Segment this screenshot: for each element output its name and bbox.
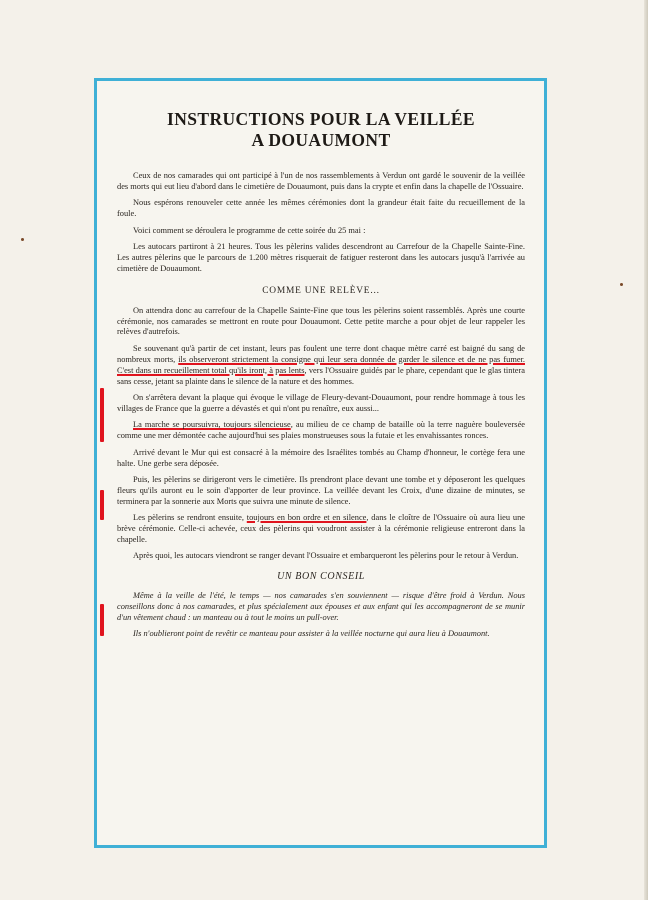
title-line-1: INSTRUCTIONS POUR LA VEILLÉE — [167, 109, 475, 129]
document-frame — [94, 78, 547, 848]
highlighted-text-ordre: toujours en bon ordre et en silence — [246, 513, 367, 523]
releve-paragraph-6: Puis, les pèlerins se dirigeront vers le cimetière. Ils prendront place devant une tombe et y déposeront les quelques fleurs qu'ils auront eu le soin d'apporter de leur province. La veillée devant les Croix, d'une dizaine de minutes, se terminera par la sonnerie aux Morts que suivra une minute de silence. — [117, 474, 525, 506]
intro-paragraph-1: Ceux de nos camarades qui ont participé à l'un de nos rassemblements à Verdun ont gardé le souvenir de la veillée des morts qui eut lieu d'abord dans le cimetière de Douaumont, puis dans la crypte et enfin dans la chapelle de l'Ossuaire. — [117, 171, 525, 191]
releve-paragraph-1: On attendra donc au carrefour de la Chapelle Sainte-Fine que tous les pèlerins soient rassemblés. Après une courte cérémonie, nos camarades se mettront en route pour Douaumont. Cette petite marche a pour objet de leur rappeler les relèves d'autrefois. — [117, 305, 525, 337]
section-heading-conseil: UN BON CONSEIL — [277, 571, 365, 583]
document-title — [117, 109, 525, 151]
margin-ink-spot-2 — [620, 283, 623, 286]
releve-paragraph-2 — [117, 344, 525, 388]
releve-paragraph-4 — [117, 420, 525, 442]
conseil-paragraph-2: Ils n'oublieront point de revêtir ce manteau pour assister à la veillée nocturne qui aura lieu à Douaumont. — [133, 629, 490, 639]
text-run: , vers l'Ossuaire guidés par le phare, cependant que le glas tintera sans cesse, jetant sa plainte dans le silence de la nature et des hommes. — [117, 365, 525, 386]
section-heading-releve: COMME UNE RELÈVE... — [262, 285, 380, 296]
margin-mark-ordre — [100, 604, 104, 636]
page-edge-shadow — [644, 0, 648, 900]
text-run: , dans le cloître de l'Ossuaire où aura lieu une brève cérémonie. Celle-ci achevée, ceux des pèlerins qui voudront assister à la cérémonie religieuse entreront dans la chapelle. — [117, 513, 525, 544]
document-content — [117, 109, 525, 646]
intro-paragraph-2: Nous espérons renouveler cette année les mêmes cérémonies dont la grandeur était faite du recueillement de la foule. — [117, 198, 525, 219]
intro-paragraph-3: Voici comment se déroulera le programme de cette soirée du 25 mai : — [133, 225, 366, 235]
releve-paragraph-3: On s'arrêtera devant la plaque qui évoque le village de Fleury-devant-Douaumont, pour rendre hommage à tous les villages de France que la guerre a dévastés et qui n'ont pu renaître, eux aussi... — [117, 393, 525, 413]
text-run: Les pèlerins se rendront ensuite, — [133, 513, 247, 523]
margin-ink-spot — [21, 238, 24, 241]
highlighted-text-marche: La marche se poursuivra, toujours silencieuse — [133, 420, 291, 430]
highlighted-text-silence: ils observeront strictement la consigne qui leur sera donnée de garder le silence et de ne pas fumer. C'est dans un recueillement total qu'ils iront, à pas lents — [117, 354, 525, 375]
releve-paragraph-5: Arrivé devant le Mur qui est consacré à la mémoire des Israélites tombés au Champ d'honneur, le cortège fera une halte. Une gerbe sera déposée. — [117, 447, 525, 468]
text-run: , au milieu de ce champ de bataille où la terre naguère bouleversée comme une mer démontée cache aujourd'hui ses plaies monstrueuses sous la futaie et les envahissantes ronces. — [117, 420, 525, 441]
conseil-paragraph-1: Même à la veille de l'été, le temps — nos camarades s'en souviennent — risque d'être froid à Verdun. Nous conseillons donc à nos camarades, et plus spécialement aux épouses et aux enfant qui les accompagneront de se munir d'un vêtement chaud : un manteau ou à tout le moins un pull-over. — [117, 591, 525, 622]
text-run: Se souvenant qu'à partir de cet instant, leurs pas foulent une terre dont chaque mètre carré est baigné du sang de nombreux morts, — [117, 343, 525, 364]
margin-mark-silence — [100, 388, 104, 442]
title-line-2: A DOUAUMONT — [251, 130, 391, 150]
releve-paragraph-8: Après quoi, les autocars viendront se ranger devant l'Ossuaire et embarqueront les pèlerins pour le retour à Verdun. — [133, 551, 519, 561]
releve-paragraph-7 — [117, 513, 525, 546]
intro-paragraph-4: Les autocars partiront à 21 heures. Tous les pèlerins valides descendront au Carrefour de la Chapelle Sainte-Fine. Les autres pèlerins que le parcours de 1.200 mètres risquerait de fatiguer resteront dans les autocars jusqu'à l'arrivée au cimetière de Douaumont. — [117, 242, 525, 273]
conseil-block — [117, 591, 525, 640]
margin-mark-marche — [100, 490, 104, 520]
